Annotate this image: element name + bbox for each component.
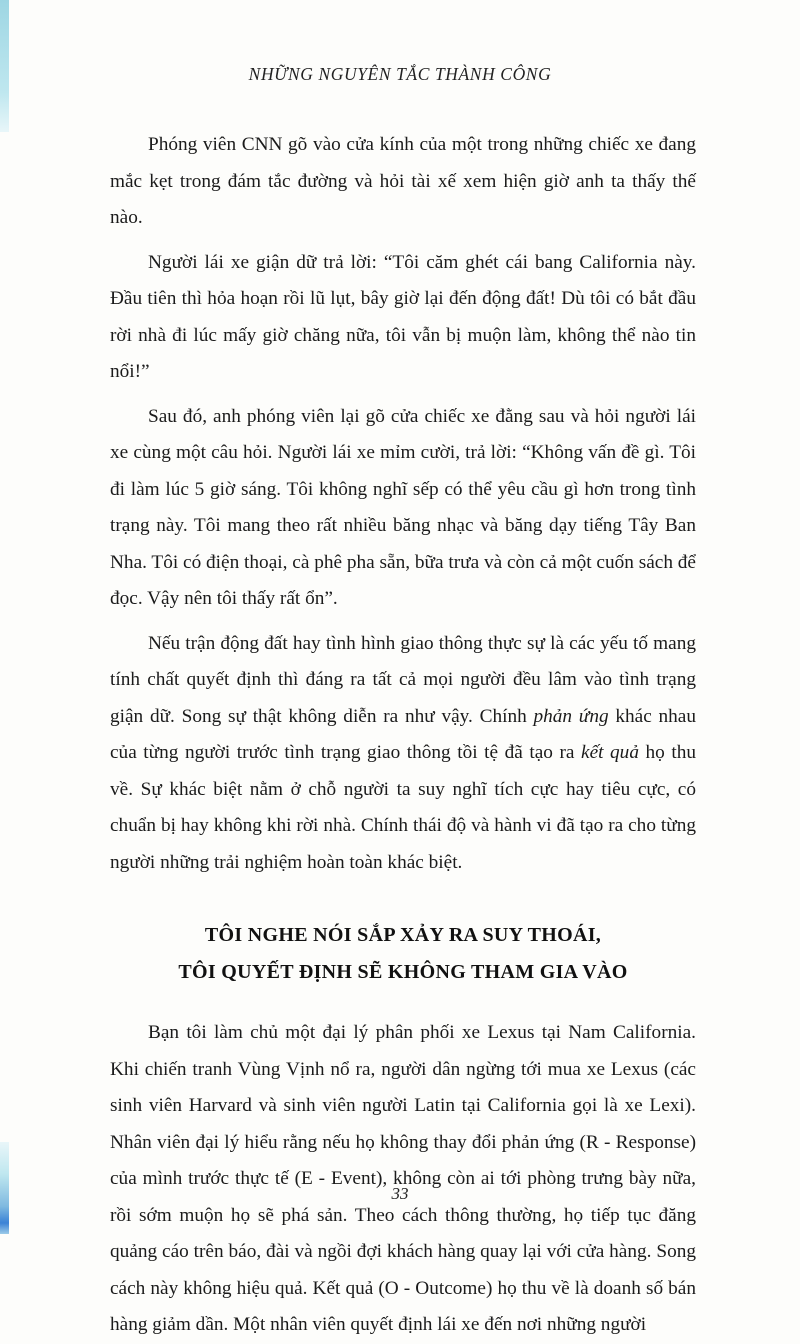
body-text: khác nhau của từng người trước tình trạng giao thông tồi tệ đã tạo ra bbox=[110, 705, 696, 763]
paragraph bbox=[110, 399, 696, 618]
scan-edge-artifact-top bbox=[0, 0, 9, 132]
emphasized-text: phản ứng bbox=[533, 705, 609, 727]
paragraph bbox=[110, 626, 696, 882]
emphasized-text: kết quả bbox=[581, 742, 639, 763]
body-text: họ thu về. Sự khác biệt nằm ở chỗ người ta suy nghĩ tích cực hay tiêu cực, có chuẩn bị hay không khi rời nhà. Chính thái độ và hành vi đã tạo ra cho từng người những trải nghiệm hoàn toàn khác biệt. bbox=[110, 742, 696, 873]
body-text: Người lái xe giận dữ trả lời: “Tôi căm ghét cái bang California này. Đầu tiên thì hỏa hoạn rồi lũ lụt, bây giờ lại đến động đất! Dù tôi có bắt đầu rời nhà đi lúc mấy giờ chăng nữa, tôi vẫn bị muộn làm, không thể nào tin nổi!” bbox=[110, 251, 696, 382]
paragraph bbox=[110, 245, 696, 391]
running-head: NHỮNG NGUYÊN TẮC THÀNH CÔNG bbox=[248, 64, 552, 84]
body-text: Sau đó, anh phóng viên lại gõ cửa chiếc xe đằng sau và hỏi người lái xe cùng một câu hỏi. Người lái xe mỉm cười, trả lời: “Không vấn đề gì. Tôi đi làm lúc 5 giờ sáng. Tôi không nghĩ sếp có thể yêu cầu gì hơn trong tình trạng này. Tôi mang theo rất nhiều băng nhạc và băng dạy tiếng Tây Ban Nha. Tôi có điện thoại, cà phê pha sẵn, bữa trưa và còn cả một cuốn sách để đọc. Vậy nên tôi thấy rất ổn”. bbox=[110, 405, 696, 609]
page-number: 33 bbox=[391, 1184, 409, 1203]
body-text: Phóng viên CNN gõ vào cửa kính của một trong những chiếc xe đang mắc kẹt trong đám tắc đường và hỏi tài xế xem hiện giờ anh ta thấy thế nào. bbox=[110, 134, 696, 228]
section-heading: TÔI NGHE NÓI SẮP XẢY RA SUY THOÁI, TÔI QUYẾT ĐỊNH SẼ KHÔNG THAM GIA VÀO bbox=[178, 924, 628, 983]
paragraph bbox=[110, 127, 696, 237]
body-text: Nếu trận động đất hay tình hình giao thông thực sự là các yếu tố mang tính chất quyết định thì đáng ra tất cả mọi người đều lâm vào tình trạng giận dữ. Song sự thật không diễn ra như vậy. Chính bbox=[110, 632, 696, 727]
paragraph bbox=[110, 1015, 696, 1344]
body-text: Bạn tôi làm chủ một đại lý phân phối xe Lexus tại Nam California. Khi chiến tranh Vùng Vịnh nổ ra, người dân ngừng tới mua xe Lexus (các sinh viên Harvard và sinh viên người Latin tại California gọi là xe Lexi). Nhân viên đại lý hiểu rằng nếu họ không thay đổi phản ứng (R - Response) của mình trước thực tế (E - Event), không còn ai tới phòng trưng bày nữa, rồi sớm muộn họ sẽ phá sản. Theo cách thông thường, họ tiếp tục đăng quảng cáo trên báo, đài và ngồi đợi khách hàng quay lại với cửa hàng. Song cách này không hiệu quả. Kết quả (O - Outcome) họ thu về là doanh số bán hàng giảm dần. Một nhân viên quyết định lái xe đến nơi những người bbox=[110, 1022, 696, 1335]
page-content bbox=[110, 127, 696, 1344]
